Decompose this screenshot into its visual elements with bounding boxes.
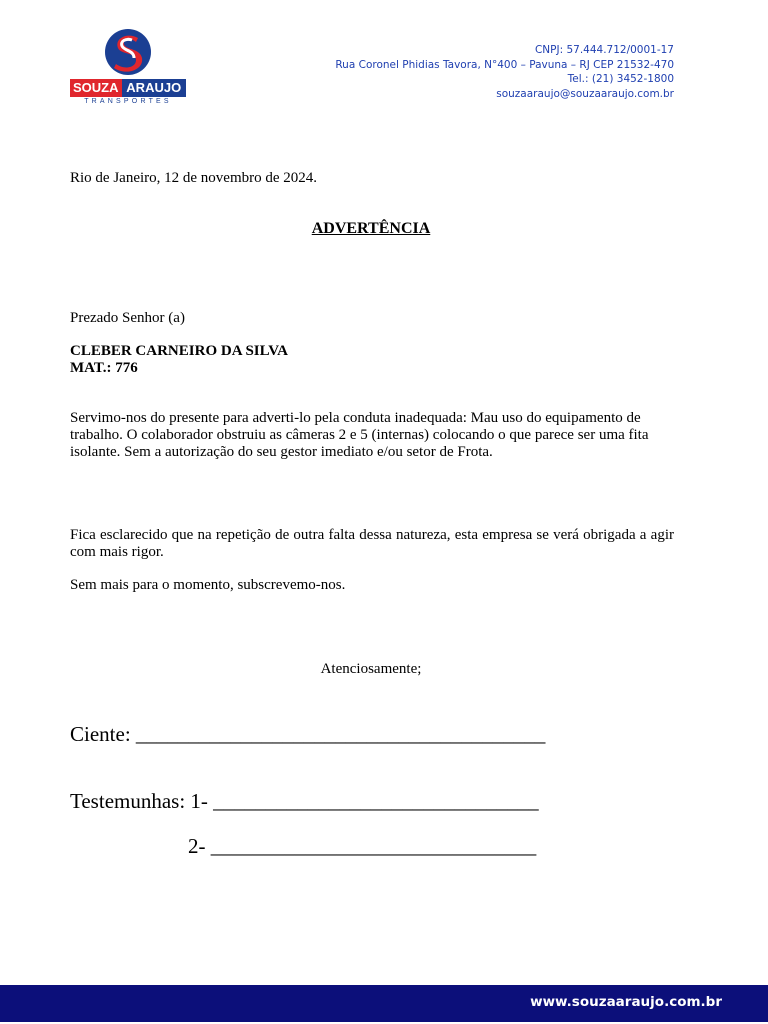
company-address: Rua Coronel Phidias Tavora, N°400 – Pavuna – RJ CEP 21532-470	[335, 58, 674, 71]
employee-name: CLEBER CARNEIRO DA SILVA	[70, 343, 288, 359]
company-cnpj: CNPJ: 57.444.712/0001-17	[534, 44, 674, 56]
paragraph-clarification: Fica esclarecido que na repetição de outra falta dessa natureza, esta empresa se verá obrigada a agir com mais rigor.	[70, 527, 674, 560]
employee-block	[70, 343, 288, 377]
ciente-signature-line: Ciente: _______________________________________	[70, 722, 546, 746]
company-info	[335, 43, 674, 101]
company-phone: Tel.: (21) 3452-1800	[567, 73, 674, 85]
witness-2-signature-line: 2- _______________________________	[188, 834, 537, 858]
paragraph-closing: Sem mais para o momento, subscrevemo-nos.	[70, 577, 346, 593]
logo-subtitle: TRANSPORTES	[84, 98, 172, 105]
letter-date: Rio de Janeiro, 12 de novembro de 2024.	[70, 170, 318, 186]
logo-brand	[70, 79, 186, 97]
salutation: Prezado Senhor (a)	[70, 310, 185, 326]
company-email: souzaaraujo@souzaaraujo.com.br	[496, 87, 674, 100]
logo-brand-souza: SOUZA	[70, 79, 122, 97]
closing-text: Atenciosamente;	[320, 661, 422, 677]
witness-1-signature-line: Testemunhas: 1- _______________________________	[70, 789, 539, 813]
footer-website: www.souzaaraujo.com.br	[530, 994, 722, 1010]
employee-id: MAT.: 776	[70, 360, 138, 376]
letter-title: ADVERTÊNCIA	[311, 220, 431, 237]
logo-brand-araujo: ARAUJO	[122, 79, 187, 97]
paragraph-warning: Servimo-nos do presente para adverti-lo pela conduta inadequada: Mau uso do equipamento de trabalho. O colaborador obstruiu as câmeras 2 e 5 (internas) colocando o que parece ser uma fita isolante. Sem a autorização do seu gestor imediato e/ou setor de Frota.	[70, 410, 649, 460]
footer-bar	[0, 985, 768, 1022]
